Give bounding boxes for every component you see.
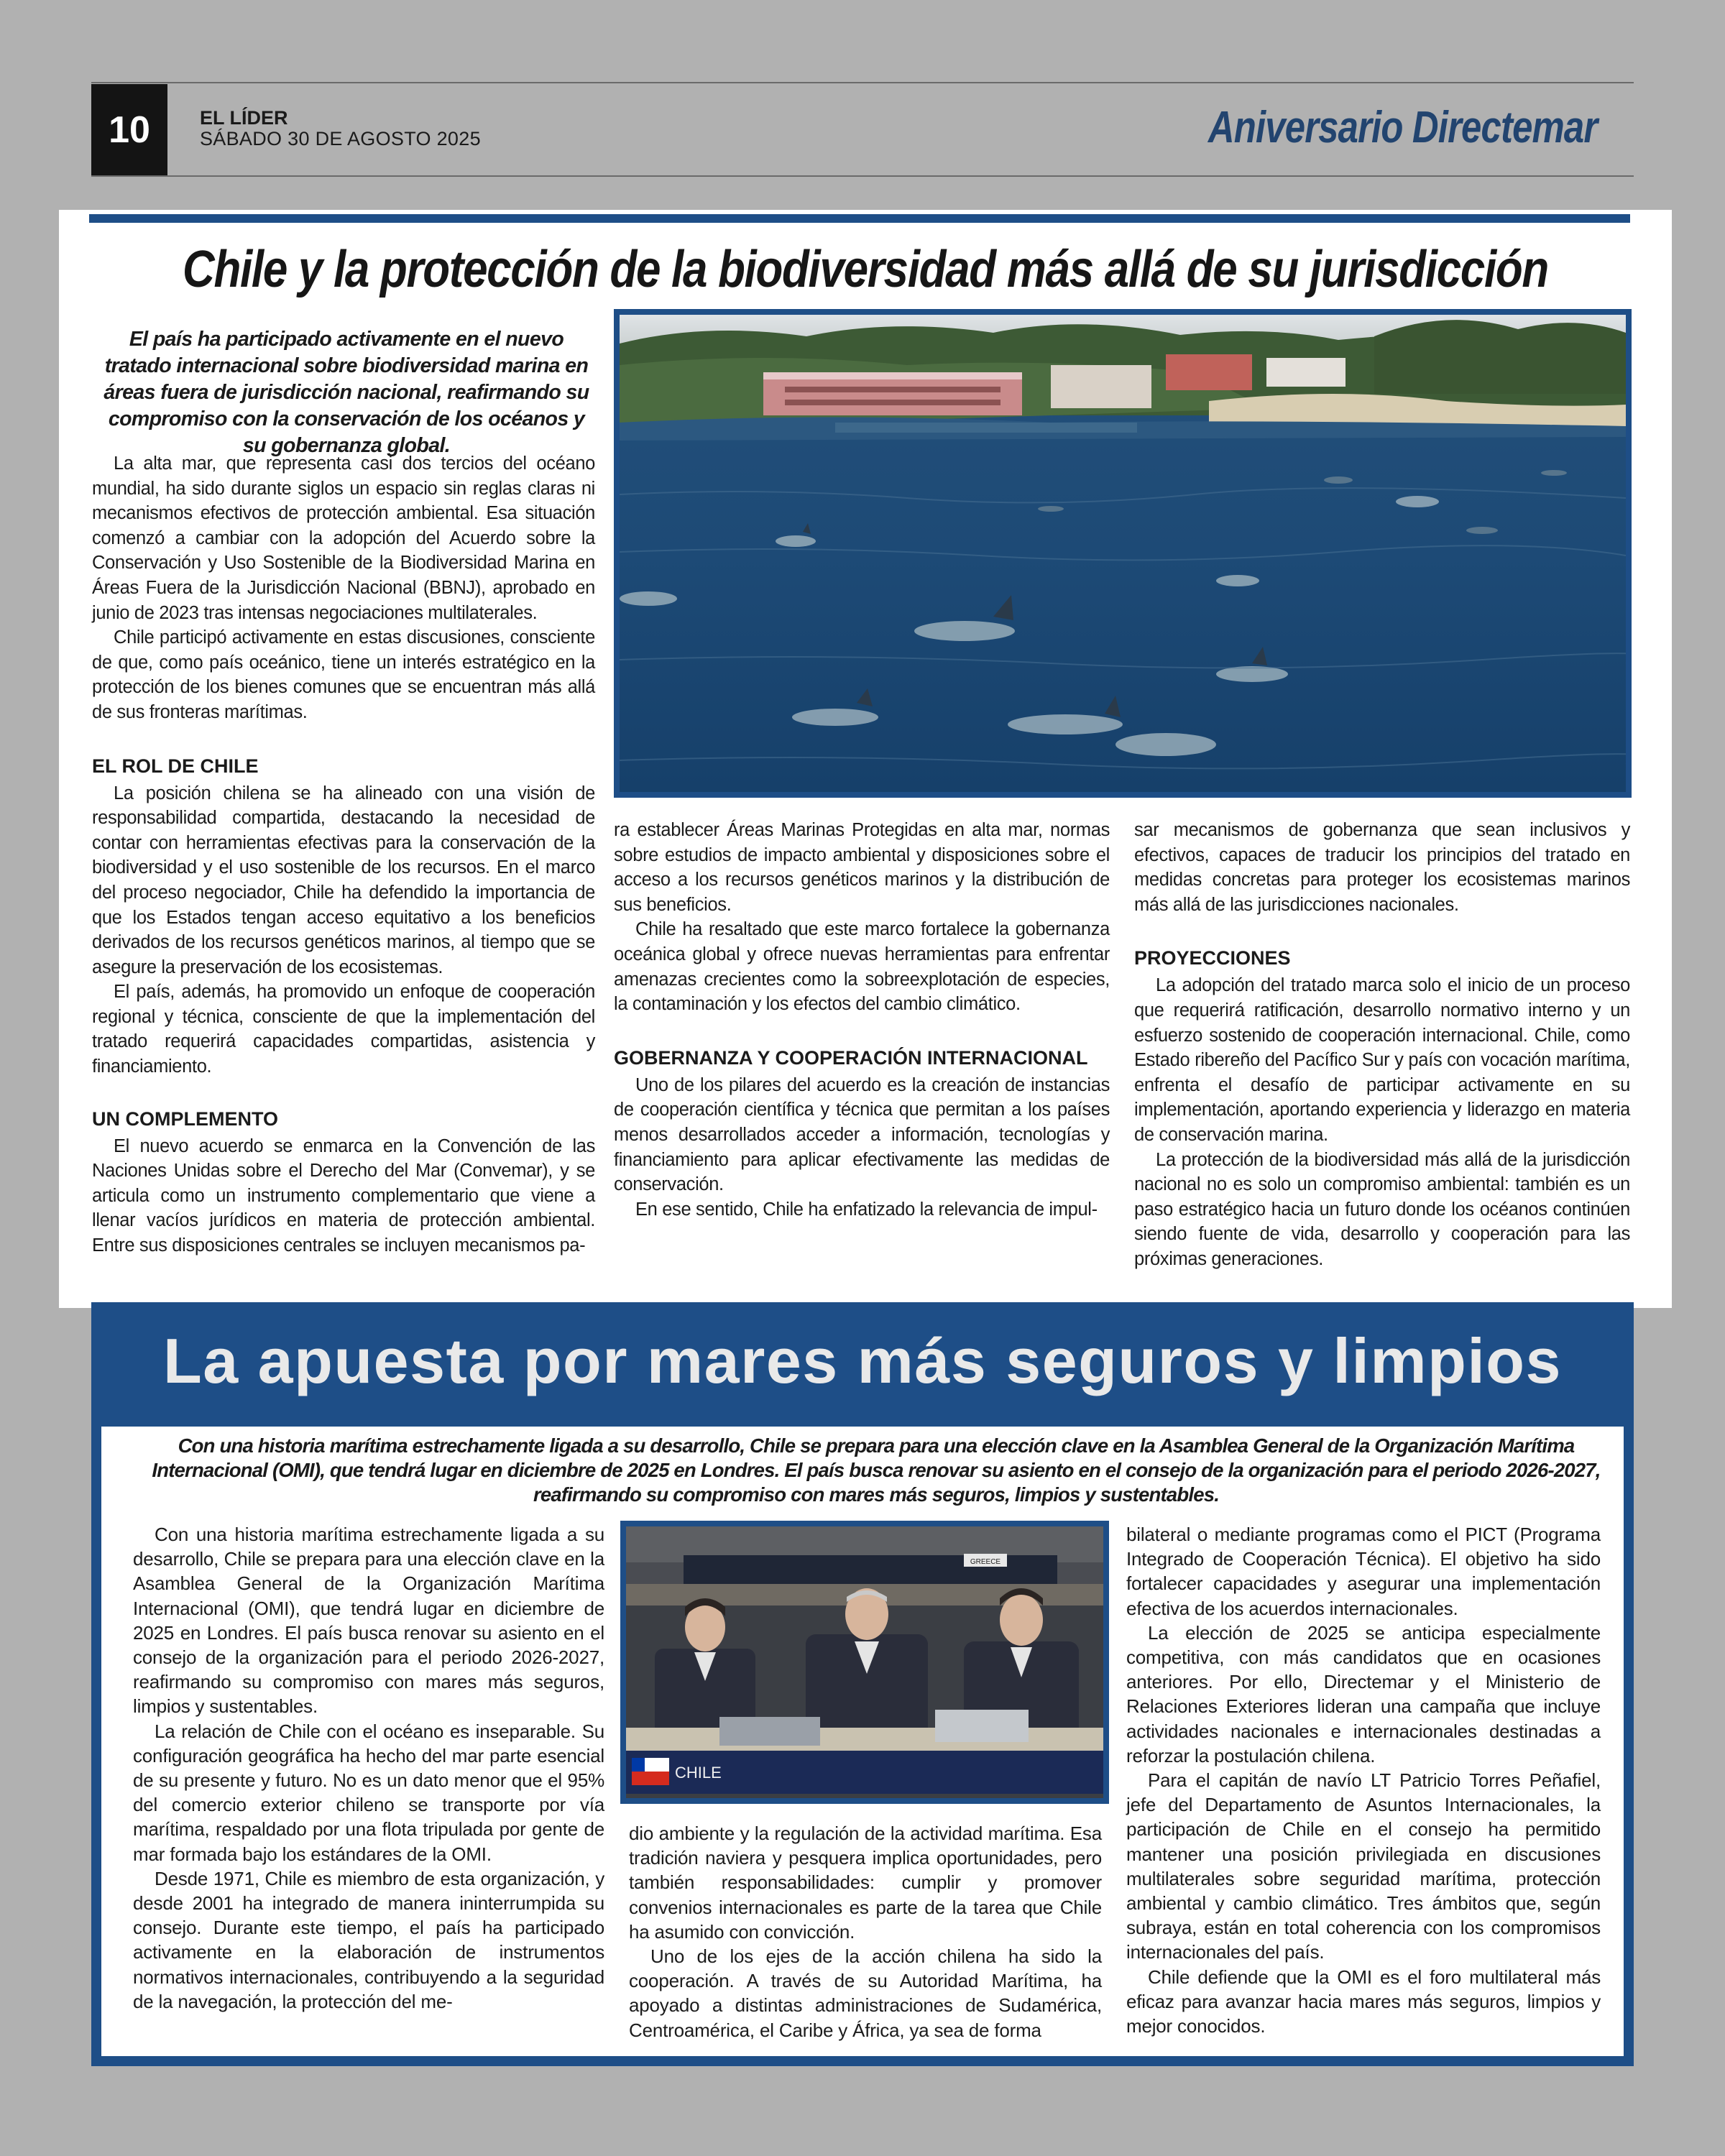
omi-meeting-image	[626, 1526, 1103, 1798]
article-lead: Con una historia marítima estrechamente ligada a su desarrollo, Chile se prepara para una elección clave en la Asamblea General de la Organización Marítima Internacional (OMI), que tendrá lugar en diciembre de 2025 en Londres. El país busca renovar su asiento en el consejo de la organización para el periodo 2026-2027, reafirmando su compromiso con mares más seguros, limpios y sustentables.	[152, 1434, 1601, 1506]
article-column-3	[1134, 818, 1630, 1272]
page-number: 10	[91, 84, 167, 175]
paragraph: bilateral o mediante programas como el PICT (Programa Integrado de Cooperación Técnica). El objetivo ha sido fortalecer capacidades y asegurar una implementación efectiva de los acuerdos internacionales.	[1126, 1524, 1601, 1619]
paragraph: Desde 1971, Chile es miembro de esta organización, y desde 2001 ha integrado de manera ininterrumpida su consejo. Durante este tiempo, el país ha participado activamente en la elaboración de instrumentos normativos internacionales, contribuyendo a la seguridad de la navegación, la protección del me-	[133, 1867, 604, 2012]
paragraph: La adopción del tratado marca solo el inicio de un proceso que requerirá ratificación, desarrollo normativo interno y un esfuerzo sostenido de cooperación internacional. Chile, como Estado ribereño del Pacífico Sur y país con vocación marítima, enfrenta el desafío de participar activamente en su implementación, aportando experiencia y liderazgo en materia de conservación marina.	[1134, 975, 1630, 1145]
paragraph: sar mecanismos de gobernanza que sean inclusivos y efectivos, capaces de traducir los principios del tratado en medidas concretas para proteger los ecosistemas marinos más allá de las jurisdicciones nacionales.	[1134, 820, 1630, 915]
article-mares-seguros	[91, 1302, 1634, 2066]
paragraph: Con una historia marítima estrechamente ligada a su desarrollo, Chile se prepara para una elección clave en la Asamblea General de la Organización Marítima Internacional (OMI), que tendrá lugar en diciembre de 2025 en Londres. El país busca renovar su asiento en el consejo de la organización para el periodo 2026-2027, reafirmando su compromiso con mares más seguros, limpios y sustentables.	[133, 1524, 604, 1718]
paragraph: Chile ha resaltado que este marco fortalece la gobernanza oceánica global y ofrece nuevas herramientas para enfrentar amenazas crecientes como la sobreexplotación de especies, la contaminación y los efectos del cambio climático.	[614, 919, 1110, 1015]
subhead: PROYECCIONES	[1134, 947, 1291, 969]
paragraph: Uno de los pilares del acuerdo es la creación de instancias de cooperación científica y técnica que permitan a los países menos desarrollados acceder a información, tecnologías y financiamiento para aplicar efectivamente las medidas de conservación.	[614, 1074, 1110, 1195]
article-column-2	[614, 818, 1110, 1222]
paragraph: dio ambiente y la regulación de la actividad marítima. Esa tradición naviera y pesquera implica oportunidades, pero también responsabilidades: cumplir y promover convenios internacionales es parte de la tarea que Chile ha asumido con convicción.	[629, 1823, 1102, 1943]
greece-placard-text: GREECE	[970, 1558, 1001, 1566]
paragraph: ra establecer Áreas Marinas Protegidas en alta mar, normas sobre estudios de impacto ambiental y disposiciones sobre el acceso a los recursos genéticos marinos y la distribución de sus beneficios.	[614, 820, 1110, 915]
section-title: Aniversario Directemar	[1208, 103, 1597, 152]
paragraph: Uno de los ejes de la acción chilena ha sido la cooperación. A través de su Autoridad Marítima, ha apoyado a distintas administraciones de Sudamérica, Centroamérica, el Caribe y África, ya sea de forma	[629, 1945, 1102, 2041]
paragraph: La relación de Chile con el océano es inseparable. Su configuración geográfica ha hecho del mar parte esencial de su presente y futuro. No es un dato menor que el 95% del comercio exterior chileno se transporte por vía marítima, respaldado por una flota tripulada por gente de mar formada bajo los estándares de la OMI.	[133, 1720, 604, 1865]
paragraph: La elección de 2025 se anticipa especialmente competitiva, con más candidatos que en ocasiones anteriores. Por ello, Directemar y el Ministerio de Relaciones Exteriores lideran una campaña que incluye actividades nacionales e internacionales destinadas a reforzar la postulación chilena.	[1126, 1621, 1601, 1766]
subhead: GOBERNANZA Y COOPERACIÓN INTERNACIONAL	[614, 1046, 1088, 1069]
article-headline: Chile y la protección de la biodiversidad más allá de su jurisdicción	[183, 241, 1548, 298]
paragraph: Chile defiende que la OMI es el foro multilateral más eficaz para avanzar hacia mares más seguros, limpios y mejor conocidos.	[1126, 1966, 1601, 2037]
chile-caption-text: CHILE	[675, 1764, 722, 1782]
dolphins-image	[620, 315, 1626, 792]
subhead: UN COMPLEMENTO	[92, 1107, 279, 1130]
paragraph: En ese sentido, Chile ha enfatizado la relevancia de impul-	[635, 1199, 1098, 1220]
publication-date: SÁBADO 30 DE AGOSTO 2025	[200, 128, 481, 149]
paragraph: Para el capitán de navío LT Patricio Torres Peñafiel, jefe del Departamento de Asuntos Internacionales, la participación de Chile en el consejo ha permitido mantener una posición privilegiada en discusiones multilaterales sobre seguridad marítima, protección ambiental y cambio climático. Tres ámbitos que, según subraya, están en total coherencia con los compromisos internacionales del país.	[1126, 1769, 1601, 1963]
article-top-bar	[89, 214, 1630, 223]
omi-council-photo	[620, 1521, 1109, 1804]
top-rule	[91, 82, 1634, 83]
paragraph: El nuevo acuerdo se enmarca en la Convención de las Naciones Unidas sobre el Derecho del Mar (Convemar), y se articula como un instrumento complementario que viene a llenar vacíos jurídicos en materia de protección ambiental. Entre sus disposiciones centrales se incluyen mecanismos pa-	[92, 1135, 595, 1256]
subhead: EL ROL DE CHILE	[92, 755, 259, 777]
masthead	[200, 108, 481, 149]
paragraph: La alta mar, que representa casi dos tercios del océano mundial, ha sido durante siglos un espacio sin reglas claras ni mecanismos efectivos de protección ambiental. Esa situación comenzó a cambiar con la adopción del Acuerdo sobre la Conservación y Uso Sostenible de la Biodiversidad Marina en Áreas Fuera de la Jurisdicción Nacional (BBNJ), aprobado en junio de 2023 tras intensas negociaciones multilaterales.	[92, 453, 595, 623]
paragraph: El país, además, ha promovido un enfoque de cooperación regional y técnica, consciente de que la implementación del tratado requerirá capacidades compartidas, asistencia y financiamiento.	[92, 982, 595, 1077]
article-biodiversidad	[59, 210, 1672, 1308]
article-column-3	[1126, 1522, 1601, 2038]
dolphins-photo	[614, 309, 1632, 798]
article-column-1	[92, 451, 595, 1258]
article-column-2	[629, 1821, 1102, 2042]
paragraph: La protección de la biodiversidad más allá de la jurisdicción nacional no es solo un compromiso ambiental: también es un paso estratégico hacia un futuro donde los océanos continúen siendo fuente de vida, desarrollo y cooperación para las próximas generaciones.	[1134, 1149, 1630, 1269]
article-headline: La apuesta por mares más seguros y limpios	[163, 1325, 1562, 1396]
article-lead: El país ha participado activamente en el nuevo tratado internacional sobre biodiversidad marina en áreas fuera de jurisdicción nacional, reafirmando su compromiso con la conservación de los océanos y su gobernanza global.	[104, 328, 589, 457]
paragraph: Chile participó activamente en estas discusiones, consciente de que, como país oceánico, tiene un interés estratégico en la protección de los bienes comunes que se encuentran más allá de sus fronteras marítimas.	[92, 627, 595, 722]
article-column-1	[133, 1522, 604, 2014]
header-rule	[91, 175, 1634, 177]
paragraph: La posición chilena se ha alineado con una visión de responsabilidad compartida, destacando la necesidad de contar con herramientas efectivas para la conservación de la biodiversidad y el uso sostenible de los recursos. En el marco del proceso negociador, Chile ha defendido la importancia de que los Estados tengan acceso equitativo a los beneficios derivados de los recursos genéticos marinos, al tiempo que se asegure la preservación de los ecosistemas.	[92, 783, 595, 977]
newspaper-name: EL LÍDER	[200, 107, 288, 129]
